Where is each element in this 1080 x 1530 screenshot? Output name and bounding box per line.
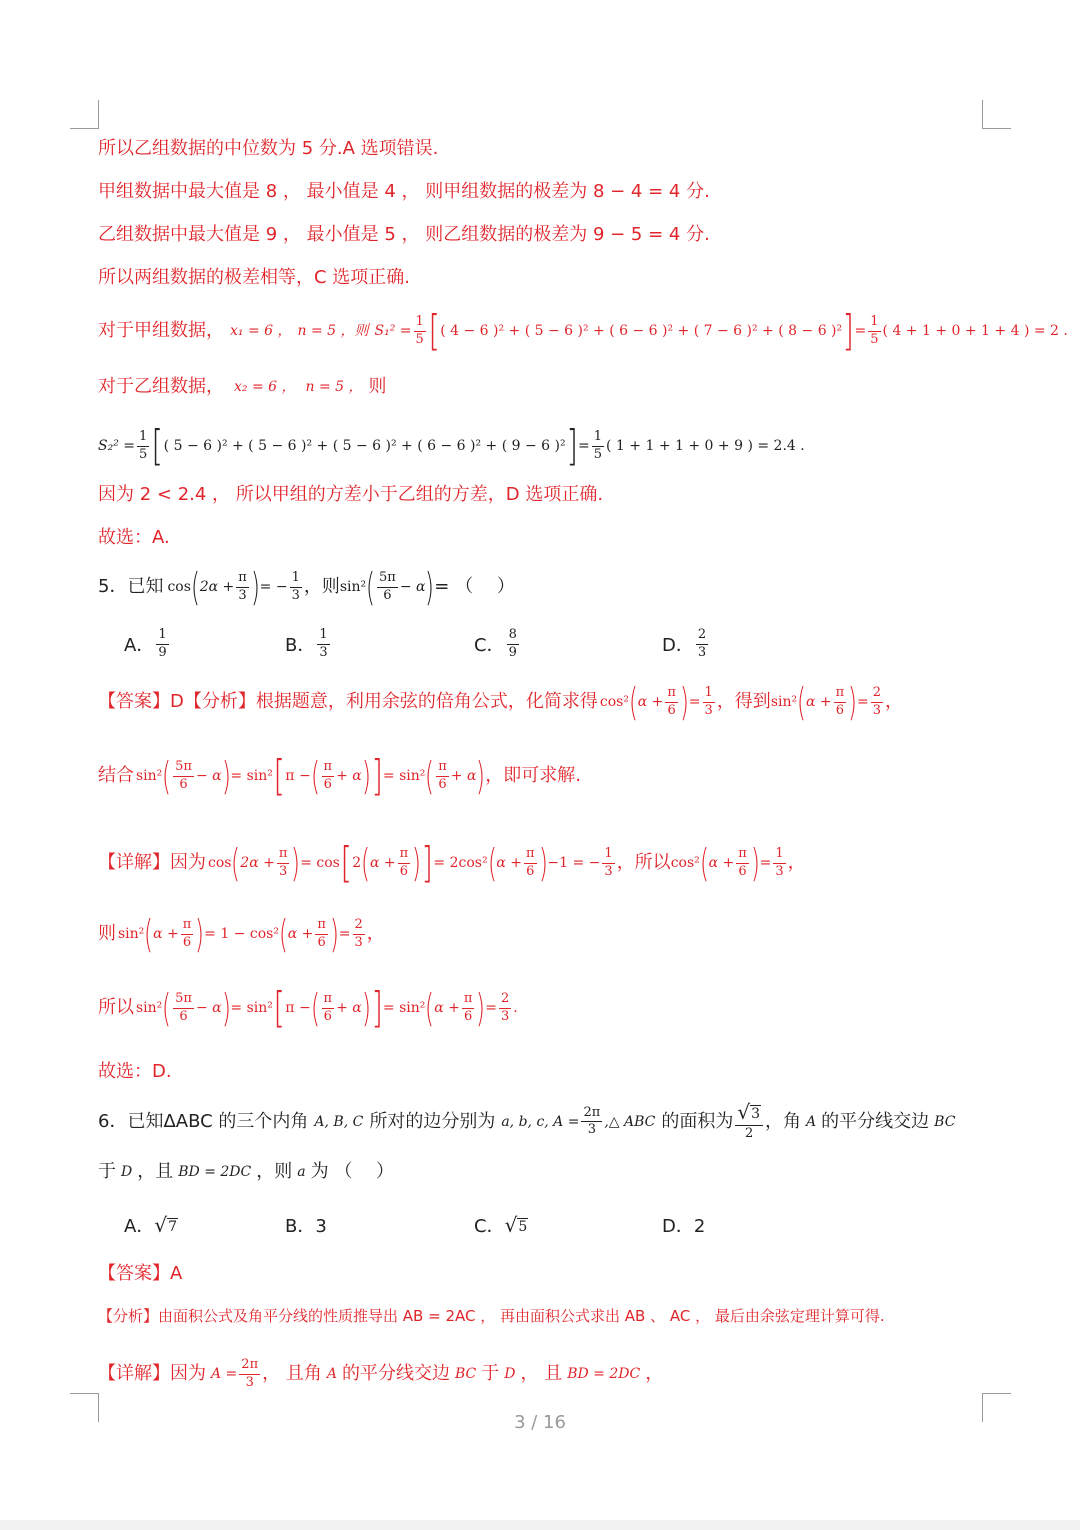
crop-mark-top-right [982,100,1011,129]
text-line: 因为 2 < 2.4 ， 所以甲组的方差小于乙组的方差，D 选项正确. [98,484,604,505]
question-5-stem: 5．已知 cos ( 2α + $\frac{\pi}{3}$ ) = − $\frac{1}{3}$ ，则 sin² ( $\frac{5\pi}{6}$ − α ) = （ ） [98,565,515,609]
question-5-then: 则 sin² ( α + $\frac{\pi}{6}$ ) = 1 − cos² ( α + $\frac{\pi}{6}$ ) = $\frac{2}{3}$ ， [98,912,385,956]
question-5-detail: 【详解】 因为 cos ( 2α + $\frac{\pi}{3}$ ) = cos [ 2 ( α + $\frac{\pi}{6}$ ) ] = 2cos² ( α + $\frac{\pi}{6}$ ) −1 = − $\frac{1}{3}$ ，所以 cos² ( α + $\frac{\pi}{6}$ ) = $\frac{1}{3}$ ， [98,838,806,887]
question-6-stem-2: 于 D ，且 BD = 2DC ，则 a 为 （ ） [98,1161,395,1182]
text-line: 所以两组数据的极差相等，C 选项正确. [98,267,411,288]
option-d[interactable]: D．2 [662,1216,706,1237]
text-line: 故选：A. [98,527,170,548]
bottom-bar [0,1520,1080,1530]
question-6-analysis: 【分析】 由面积公式及角平分线的性质推导出 AB = 2AC ， 再由面积公式求出 AB 、 AC ， 最后由余弦定理计算可得. [98,1307,885,1325]
option-d[interactable]: D． $\frac{2}{3}$ [662,627,707,660]
option-b[interactable]: B．3 [285,1216,327,1237]
text-line: 所以乙组数据的中位数为 5 分.A 选项错误. [98,138,439,159]
question-5-answer: 【答案】D【分析】 根据题意，利用余弦的倍角公式，化简求得 cos² ( α + $\frac{\pi}{6}$ ) = $\frac{1}{3}$ ，得到 sin² ( α + $\frac{\pi}{6}$ ) = $\frac{2}{3}$ ， [98,680,903,724]
variance-group-b: S₂² = $\frac{1}{5}$ [ ( 5 − 6 )² + ( 5 − 6 )² + ( 5 − 6 )² + ( 6 − 6 )² + ( 9 − 6 )² ] = $\frac{1}{5}$ ( 1 + 1 + 1 + 0 + 9 ) = 2.4 . [98,421,805,470]
text-line: 对于乙组数据， x₂ = 6 ， n = 5 ， 则 [98,376,387,397]
option-c[interactable]: C． $\frac{8}{9}$ [474,627,517,660]
question-5-choose: 故选：D. [98,1061,172,1082]
question-6-answer: 【答案】A [98,1263,183,1284]
option-b[interactable]: B． $\frac{1}{3}$ [285,627,328,660]
variance-group-a: 对于甲组数据， x₁ = 6 ， n = 5 ，则 S₁² = $\frac{1}{5}$ [ ( 4 − 6 )² + ( 5 − 6 )² + ( 6 − 6 )² + ( 7 − 6 )² + ( 8 − 6 )² ] = $\frac{1}{5}$ ( 4 + 1 + 0 + 1 + 4 ) = 2 . [98,306,1068,355]
option-a[interactable]: A． $\frac{1}{9}$ [124,627,167,660]
question-6-detail: 【详解】 因为 A = $\frac{2\pi}{3}$ ， 且角 A 的平分线交边 BC 于 D ， 且 BD = 2DC ， [98,1357,664,1390]
text-line: 甲组数据中最大值是 8 ， 最小值是 4 ， 则甲组数据的极差为 8 − 4 = 4 分. [98,181,710,202]
option-a[interactable]: A． √ 7 [124,1213,177,1237]
text-line: 乙组数据中最大值是 9 ， 最小值是 5 ， 则乙组数据的极差为 9 − 5 = 4 分. [98,224,710,245]
crop-mark-top-left [70,100,99,129]
question-5-combine: 结合 sin² ( $\frac{5\pi}{6}$ − α ) = sin² [ π − ( $\frac{\pi}{6}$ + α ) ] = sin² ( $\frac{\pi}{6}$ + α ) ，即可求解. [98,751,581,800]
option-c[interactable]: C． √ 5 [474,1213,528,1237]
question-5-so: 所以 sin² ( $\frac{5\pi}{6}$ − α ) = sin² [ π − ( $\frac{\pi}{6}$ + α ) ] = sin² ( α + $\frac{\pi}{6}$ ) = $\frac{2}{3}$ . [98,983,518,1032]
question-6-stem: 6．已知ΔABC 的三个内角 A, B, C 所对的边分别为 a, b, c, A = $\frac{2\pi}{3}$ ,△ ABC 的面积为 √ 3 2 ，角 A 的平分线交边 BC [98,1100,956,1141]
page-number: 3 / 16 [514,1412,566,1433]
